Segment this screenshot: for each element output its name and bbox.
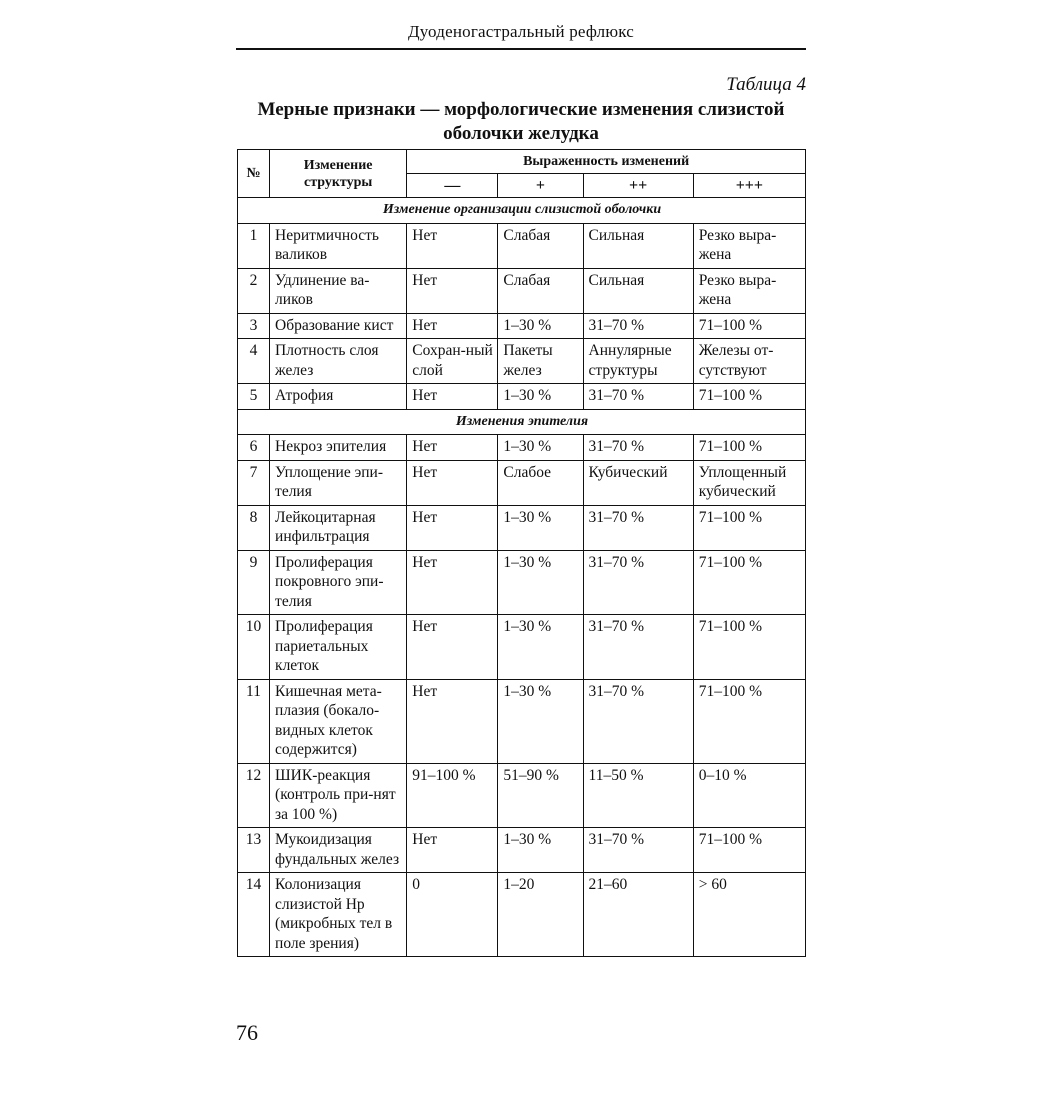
- grade-weak-cell: 1–30 %: [498, 505, 583, 550]
- grade-weak-cell: 1–30 %: [498, 550, 583, 615]
- row-change-name: Плотность слоя желез: [270, 339, 407, 384]
- grade-header-weak: +: [498, 174, 583, 198]
- section-row: [238, 198, 806, 224]
- grade-weak-cell: 1–30 %: [498, 313, 583, 339]
- grade-moderate-cell: 11–50 %: [583, 763, 693, 828]
- row-number: 6: [238, 435, 270, 461]
- table-number: Таблица 4: [726, 74, 806, 95]
- grade-none-cell: Нет: [407, 313, 498, 339]
- grade-none-cell: Нет: [407, 828, 498, 873]
- row-change-name: Удлинение ва-ликов: [270, 268, 407, 313]
- section-title: Изменения эпителия: [238, 409, 806, 435]
- morphology-table: [237, 149, 806, 957]
- grade-strong-cell: Резко выра-жена: [693, 268, 805, 313]
- table-row: [238, 435, 806, 461]
- row-number: 10: [238, 615, 270, 680]
- grade-weak-cell: Слабая: [498, 223, 583, 268]
- row-number: 14: [238, 873, 270, 957]
- grade-strong-cell: Уплощенный кубический: [693, 460, 805, 505]
- row-change-name: Неритмичность валиков: [270, 223, 407, 268]
- grade-strong-cell: 0–10 %: [693, 763, 805, 828]
- grade-none-cell: 0: [407, 873, 498, 957]
- grade-header-strong: +++: [693, 174, 805, 198]
- row-change-name: Кишечная мета-плазия (бокало-видных клеток содержится): [270, 679, 407, 763]
- row-change-name: Пролиферация покровного эпи-телия: [270, 550, 407, 615]
- table-body: [238, 198, 806, 957]
- row-number: 11: [238, 679, 270, 763]
- table-row: [238, 828, 806, 873]
- grade-none-cell: Нет: [407, 268, 498, 313]
- grade-moderate-cell: 31–70 %: [583, 384, 693, 410]
- grade-strong-cell: 71–100 %: [693, 505, 805, 550]
- grade-header-moderate: ++: [583, 174, 693, 198]
- row-number: 9: [238, 550, 270, 615]
- table-row: [238, 873, 806, 957]
- grade-strong-cell: 71–100 %: [693, 384, 805, 410]
- row-number: 8: [238, 505, 270, 550]
- grade-header-none: —: [407, 174, 498, 198]
- table-row: [238, 384, 806, 410]
- page-number: 76: [236, 1020, 258, 1045]
- grade-none-cell: Нет: [407, 223, 498, 268]
- table-row: [238, 339, 806, 384]
- grade-weak-cell: 1–30 %: [498, 615, 583, 680]
- grade-moderate-cell: 31–70 %: [583, 550, 693, 615]
- table-title: Мерные признаки — морфологические изменения слизистой оболочки желудка: [257, 99, 785, 144]
- row-number: 1: [238, 223, 270, 268]
- row-change-name: ШИК-реакция (контроль при-нят за 100 %): [270, 763, 407, 828]
- grade-moderate-cell: Сильная: [583, 268, 693, 313]
- row-change-name: Атрофия: [270, 384, 407, 410]
- row-number: 3: [238, 313, 270, 339]
- grade-moderate-cell: 31–70 %: [583, 679, 693, 763]
- row-number: 12: [238, 763, 270, 828]
- grade-weak-cell: Пакеты желез: [498, 339, 583, 384]
- grade-moderate-cell: Кубический: [583, 460, 693, 505]
- grade-moderate-cell: 31–70 %: [583, 615, 693, 680]
- table-row: [238, 550, 806, 615]
- table-row: [238, 223, 806, 268]
- grade-strong-cell: 71–100 %: [693, 615, 805, 680]
- grade-none-cell: Нет: [407, 460, 498, 505]
- row-change-name: Мукоидизация фундальных желез: [270, 828, 407, 873]
- row-change-name: Пролиферация париетальных клеток: [270, 615, 407, 680]
- grade-none-cell: Нет: [407, 679, 498, 763]
- grade-moderate-cell: 31–70 %: [583, 313, 693, 339]
- grade-none-cell: Нет: [407, 435, 498, 461]
- grade-weak-cell: Слабое: [498, 460, 583, 505]
- grade-none-cell: Нет: [407, 550, 498, 615]
- row-change-name: Образование кист: [270, 313, 407, 339]
- grade-strong-cell: 71–100 %: [693, 313, 805, 339]
- col-header-num: №: [238, 150, 270, 198]
- row-number: 2: [238, 268, 270, 313]
- grade-none-cell: Нет: [407, 384, 498, 410]
- col-header-change: Изменение структуры: [270, 150, 407, 198]
- table-row: [238, 313, 806, 339]
- section-title: Изменение организации слизистой оболочки: [238, 198, 806, 224]
- grade-none-cell: Нет: [407, 505, 498, 550]
- grade-weak-cell: 1–30 %: [498, 679, 583, 763]
- grade-strong-cell: Железы от-сутствуют: [693, 339, 805, 384]
- grade-strong-cell: 71–100 %: [693, 550, 805, 615]
- grade-strong-cell: 71–100 %: [693, 828, 805, 873]
- grade-none-cell: Нет: [407, 615, 498, 680]
- grade-weak-cell: 1–30 %: [498, 435, 583, 461]
- row-change-name: Уплощение эпи-телия: [270, 460, 407, 505]
- grade-weak-cell: 51–90 %: [498, 763, 583, 828]
- running-head: Дуоденогастральный рефлюкс: [407, 22, 635, 41]
- row-number: 13: [238, 828, 270, 873]
- grade-moderate-cell: 31–70 %: [583, 435, 693, 461]
- grade-none-cell: 91–100 %: [407, 763, 498, 828]
- header-rule: [236, 48, 806, 50]
- grade-weak-cell: 1–20: [498, 873, 583, 957]
- grade-moderate-cell: 21–60: [583, 873, 693, 957]
- row-number: 4: [238, 339, 270, 384]
- table-row: [238, 763, 806, 828]
- table-row: [238, 505, 806, 550]
- grade-strong-cell: 71–100 %: [693, 435, 805, 461]
- grade-strong-cell: > 60: [693, 873, 805, 957]
- grade-strong-cell: 71–100 %: [693, 679, 805, 763]
- grade-none-cell: Сохран-ный слой: [407, 339, 498, 384]
- grade-moderate-cell: Аннулярные структуры: [583, 339, 693, 384]
- col-header-severity: Выраженность изменений: [407, 150, 806, 174]
- section-row: [238, 409, 806, 435]
- table-row: [238, 615, 806, 680]
- table-row: [238, 460, 806, 505]
- grade-weak-cell: 1–30 %: [498, 384, 583, 410]
- table-row: [238, 679, 806, 763]
- table-row: [238, 268, 806, 313]
- grade-moderate-cell: 31–70 %: [583, 505, 693, 550]
- grade-strong-cell: Резко выра-жена: [693, 223, 805, 268]
- grade-weak-cell: Слабая: [498, 268, 583, 313]
- row-change-name: Колонизация слизистой Hp (микробных тел в поле зрения): [270, 873, 407, 957]
- grade-weak-cell: 1–30 %: [498, 828, 583, 873]
- grade-moderate-cell: 31–70 %: [583, 828, 693, 873]
- row-change-name: Лейкоцитарная инфильтрация: [270, 505, 407, 550]
- row-change-name: Некроз эпителия: [270, 435, 407, 461]
- row-number: 7: [238, 460, 270, 505]
- grade-moderate-cell: Сильная: [583, 223, 693, 268]
- row-number: 5: [238, 384, 270, 410]
